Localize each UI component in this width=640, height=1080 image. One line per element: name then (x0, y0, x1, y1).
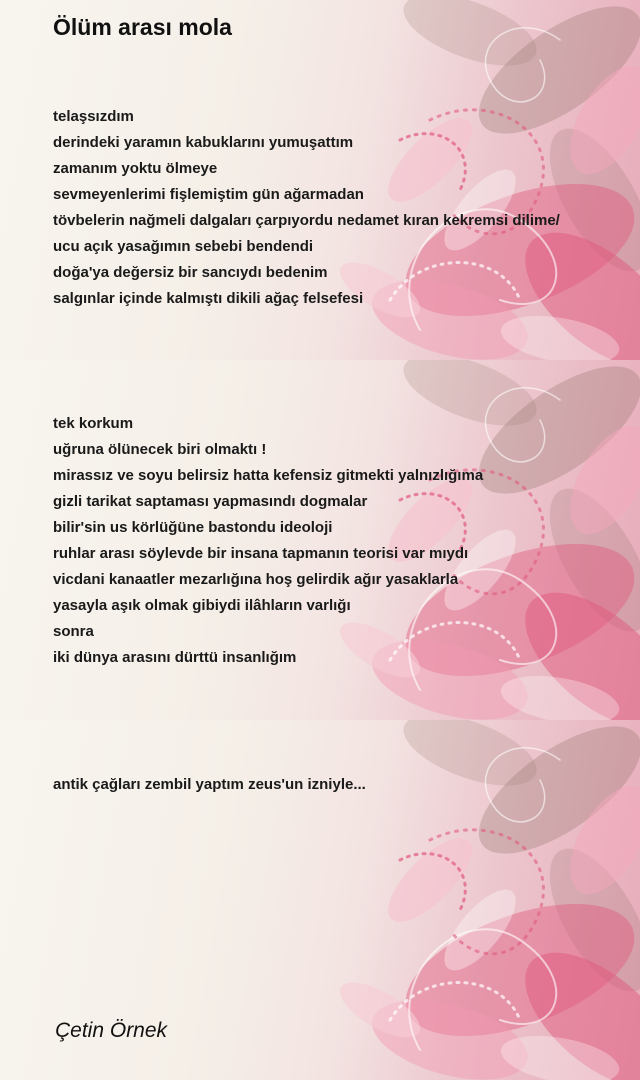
poem-line: bilir'sin us körlüğüne bastondu ideoloji (53, 519, 333, 536)
poem-title: Ölüm arası mola (53, 14, 232, 40)
poem-line: ruhlar arası söylevde bir insana tapmanın teorisi var mıydı (53, 545, 469, 562)
poem-line: derindeki yaramın kabuklarını yumuşattım (53, 134, 354, 151)
stanza-1 (53, 104, 560, 312)
poem-line: tövbelerin nağmeli dalgaları çarpıyordu nedamet kıran kekremsi dilime/ (53, 212, 560, 229)
stanza-3 (53, 772, 366, 798)
poem-line: antik çağları zembil yaptım zeus'un izniyle... (53, 776, 366, 793)
poem-line: yasayla aşık olmak gibiydi ilâhların varlığı (53, 597, 351, 614)
poem-line: salgınlar içinde kalmıştı dikili ağaç felsefesi (53, 290, 364, 307)
poem-line: iki dünya arasını dürttü insanlığım (53, 649, 297, 666)
poem-line: mirassız ve soyu belirsiz hatta kefensiz gitmekti yalnızlığıma (53, 467, 484, 484)
poem-line: sevmeyenlerimi fişlemiştim gün ağarmadan (53, 186, 364, 203)
poem-line: sonra (53, 623, 94, 640)
stanza-2 (53, 411, 483, 671)
poem-line: doğa'ya değersiz bir sancıydı bedenim (53, 264, 328, 281)
poem-line: zamanım yoktu ölmeye (53, 160, 218, 177)
poem-line: vicdani kanaatler mezarlığına hoş gelirdik ağır yasaklarla (53, 571, 459, 588)
poem-line: uğruna ölünecek biri olmaktı ! (53, 441, 267, 458)
poem-line: gizli tarikat saptaması yapmasındı dogmalar (53, 493, 368, 510)
poem-line: telaşsızdım (53, 108, 134, 125)
poem-line: tek korkum (53, 415, 134, 432)
poem-line: ucu açık yasağımın sebebi bendendi (53, 238, 314, 255)
poem-author: Çetin Örnek (55, 1019, 168, 1042)
